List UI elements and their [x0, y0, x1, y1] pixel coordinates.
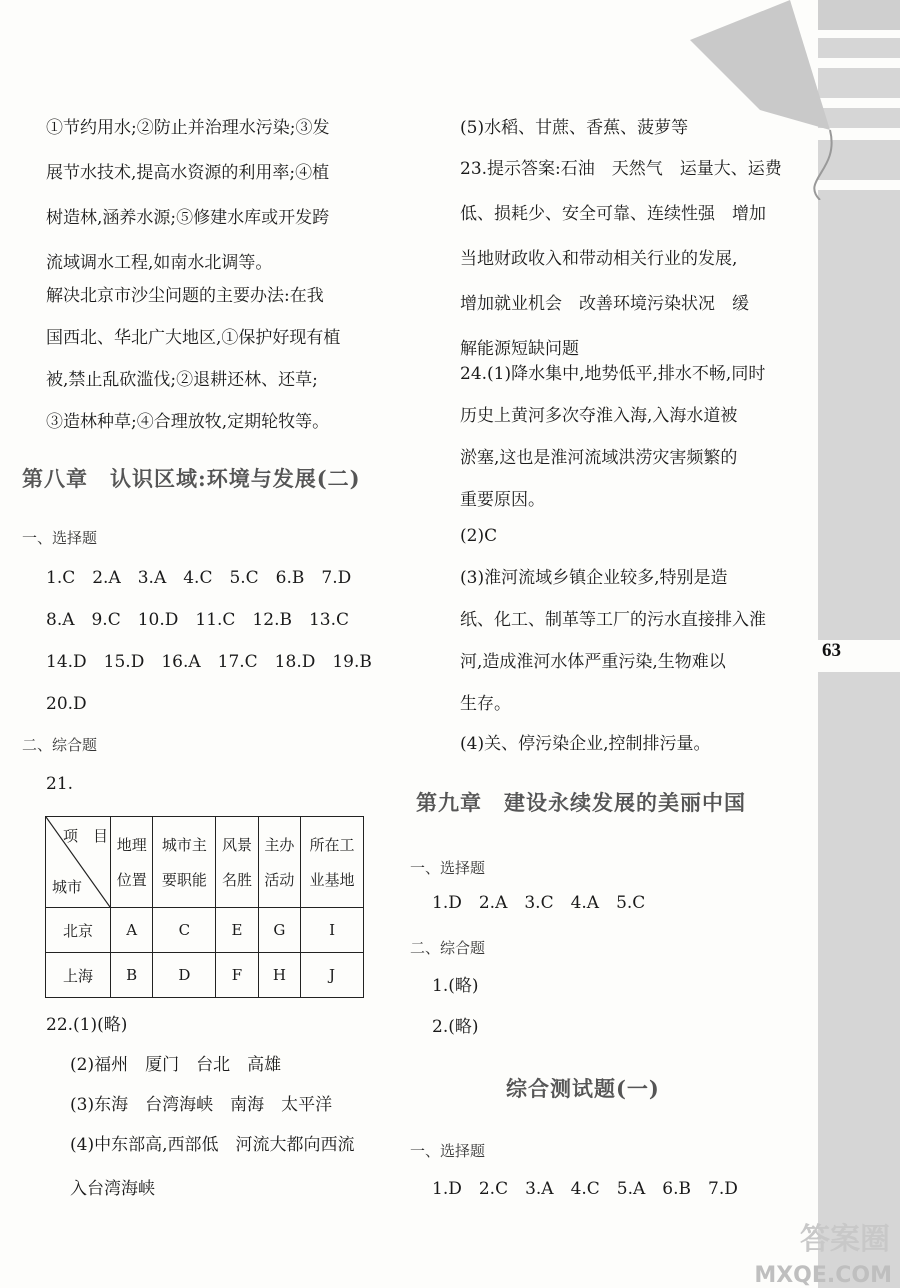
corner-label-city: 城市: [52, 878, 83, 896]
text-line: 解决北京市沙尘问题的主要办法:在我: [46, 286, 324, 306]
table-header: 所在工 业基地: [301, 817, 364, 908]
table-corner-cell: [46, 817, 111, 908]
table-cell: I: [301, 908, 364, 953]
section-comprehensive-heading-9: 二、综合题: [410, 939, 486, 957]
section-choice-heading-test: 一、选择题: [410, 1142, 486, 1160]
comprehensive-answer-1: 1.(略): [432, 976, 479, 996]
answer-line: (4)中东部高,西部低 河流大都向西流: [70, 1135, 355, 1155]
table-cell-city: 北京: [46, 908, 111, 953]
section-choice-heading-9: 一、选择题: [410, 859, 486, 877]
table-row: [46, 908, 364, 953]
answer-line: 22.(1)(略): [46, 1015, 128, 1035]
corner-label-item: 项 目: [62, 827, 108, 845]
table-header: 风景 名胜: [216, 817, 258, 908]
text-line: 23.提示答案:石油 天然气 运量大、运费: [460, 159, 782, 179]
watermark-url: MXQE.COM: [754, 1263, 892, 1288]
table-header: 城市主 要职能: [153, 817, 216, 908]
text-line: 增加就业机会 改善环境污染状况 缓: [460, 294, 749, 314]
answer-line: 入台湾海峡: [70, 1179, 155, 1199]
text-line: 纸、化工、制革等工厂的污水直接排入淮: [460, 610, 766, 630]
text-line: 历史上黄河多次夺淮入海,入海水道被: [460, 406, 738, 426]
chapter-9-choice-answers: 1.D 2.A 3.C 4.A 5.C: [432, 893, 646, 913]
table-row: [46, 953, 364, 998]
margin-strip-6: [818, 672, 900, 1288]
table-cell: F: [216, 953, 258, 998]
text-line: 24.(1)降水集中,地势低平,排水不畅,同时: [460, 364, 766, 384]
text-line: 淤塞,这也是淮河流域洪涝灾害频繁的: [460, 448, 738, 468]
text-line: 重要原因。: [460, 490, 545, 510]
text-line: 被,禁止乱砍滥伐;②退耕还林、还草;: [46, 370, 318, 390]
table-cell: G: [258, 908, 300, 953]
table-cell: J: [301, 953, 364, 998]
table-cell: A: [111, 908, 153, 953]
q22-part5: (5)水稻、甘蔗、香蕉、菠萝等: [460, 118, 689, 138]
text-line: ①节约用水;②防止并治理水污染;③发: [46, 118, 330, 138]
text-line: 当地财政收入和带动相关行业的发展,: [460, 249, 738, 269]
text-line: ③造林种草;④合理放牧,定期轮牧等。: [46, 412, 330, 432]
table-cell-city: 上海: [46, 953, 111, 998]
comprehensive-answer-2: 2.(略): [432, 1017, 479, 1037]
table-cell: D: [153, 953, 216, 998]
text-line: 低、损耗少、安全可靠、连续性强 增加: [460, 204, 766, 224]
text-line: 流域调水工程,如南水北调等。: [46, 253, 273, 273]
table-header: 主办 活动: [258, 817, 300, 908]
q24-part4: (4)关、停污染企业,控制排污量。: [460, 734, 711, 754]
section-comprehensive-heading: 二、综合题: [22, 736, 98, 754]
q24-part2: (2)C: [460, 526, 498, 546]
question-21-label: 21.: [46, 774, 74, 794]
text-line: 国西北、华北广大地区,①保护好现有植: [46, 328, 341, 348]
table-cell: B: [111, 953, 153, 998]
table-cell: C: [153, 908, 216, 953]
table-cell: H: [258, 953, 300, 998]
text-line: 展节水技术,提高水资源的利用率;④植: [46, 163, 330, 183]
text-line: 树造林,涵养水源;⑤修建水库或开发跨: [46, 208, 330, 228]
answer-line: 20.D: [46, 694, 87, 714]
text-line: 解能源短缺问题: [460, 339, 579, 359]
text-line: (3)淮河流域乡镇企业较多,特别是造: [460, 568, 728, 588]
margin-strip-5: [818, 190, 900, 640]
section-choice-heading: 一、选择题: [22, 529, 98, 547]
answer-line: (2)福州 厦门 台北 高雄: [70, 1055, 282, 1075]
test-choice-answers: 1.D 2.C 3.A 4.C 5.A 6.B 7.D: [432, 1179, 738, 1199]
answer-line: (3)东海 台湾海峡 南海 太平洋: [70, 1095, 333, 1115]
watermark-logo: 答案圈: [800, 1222, 890, 1257]
text-line: 生存。: [460, 694, 511, 714]
table-header: 地理 位置: [111, 817, 153, 908]
chapter-9-heading: 第九章 建设永续发展的美丽中国: [416, 790, 746, 815]
answer-line: 14.D 15.D 16.A 17.C 18.D 19.B: [46, 652, 372, 672]
answer-table: [45, 816, 364, 998]
answer-line: 8.A 9.C 10.D 11.C 12.B 13.C: [46, 610, 350, 630]
test-title: 综合测试题(一): [506, 1076, 660, 1101]
chapter-8-heading: 第八章 认识区域:环境与发展(二): [22, 466, 361, 491]
text-line: 河,造成淮河水体严重污染,生物难以: [460, 652, 726, 672]
page-number: 63: [822, 640, 841, 661]
table-cell: E: [216, 908, 258, 953]
answer-line: 1.C 2.A 3.A 4.C 5.C 6.B 7.D: [46, 568, 352, 588]
